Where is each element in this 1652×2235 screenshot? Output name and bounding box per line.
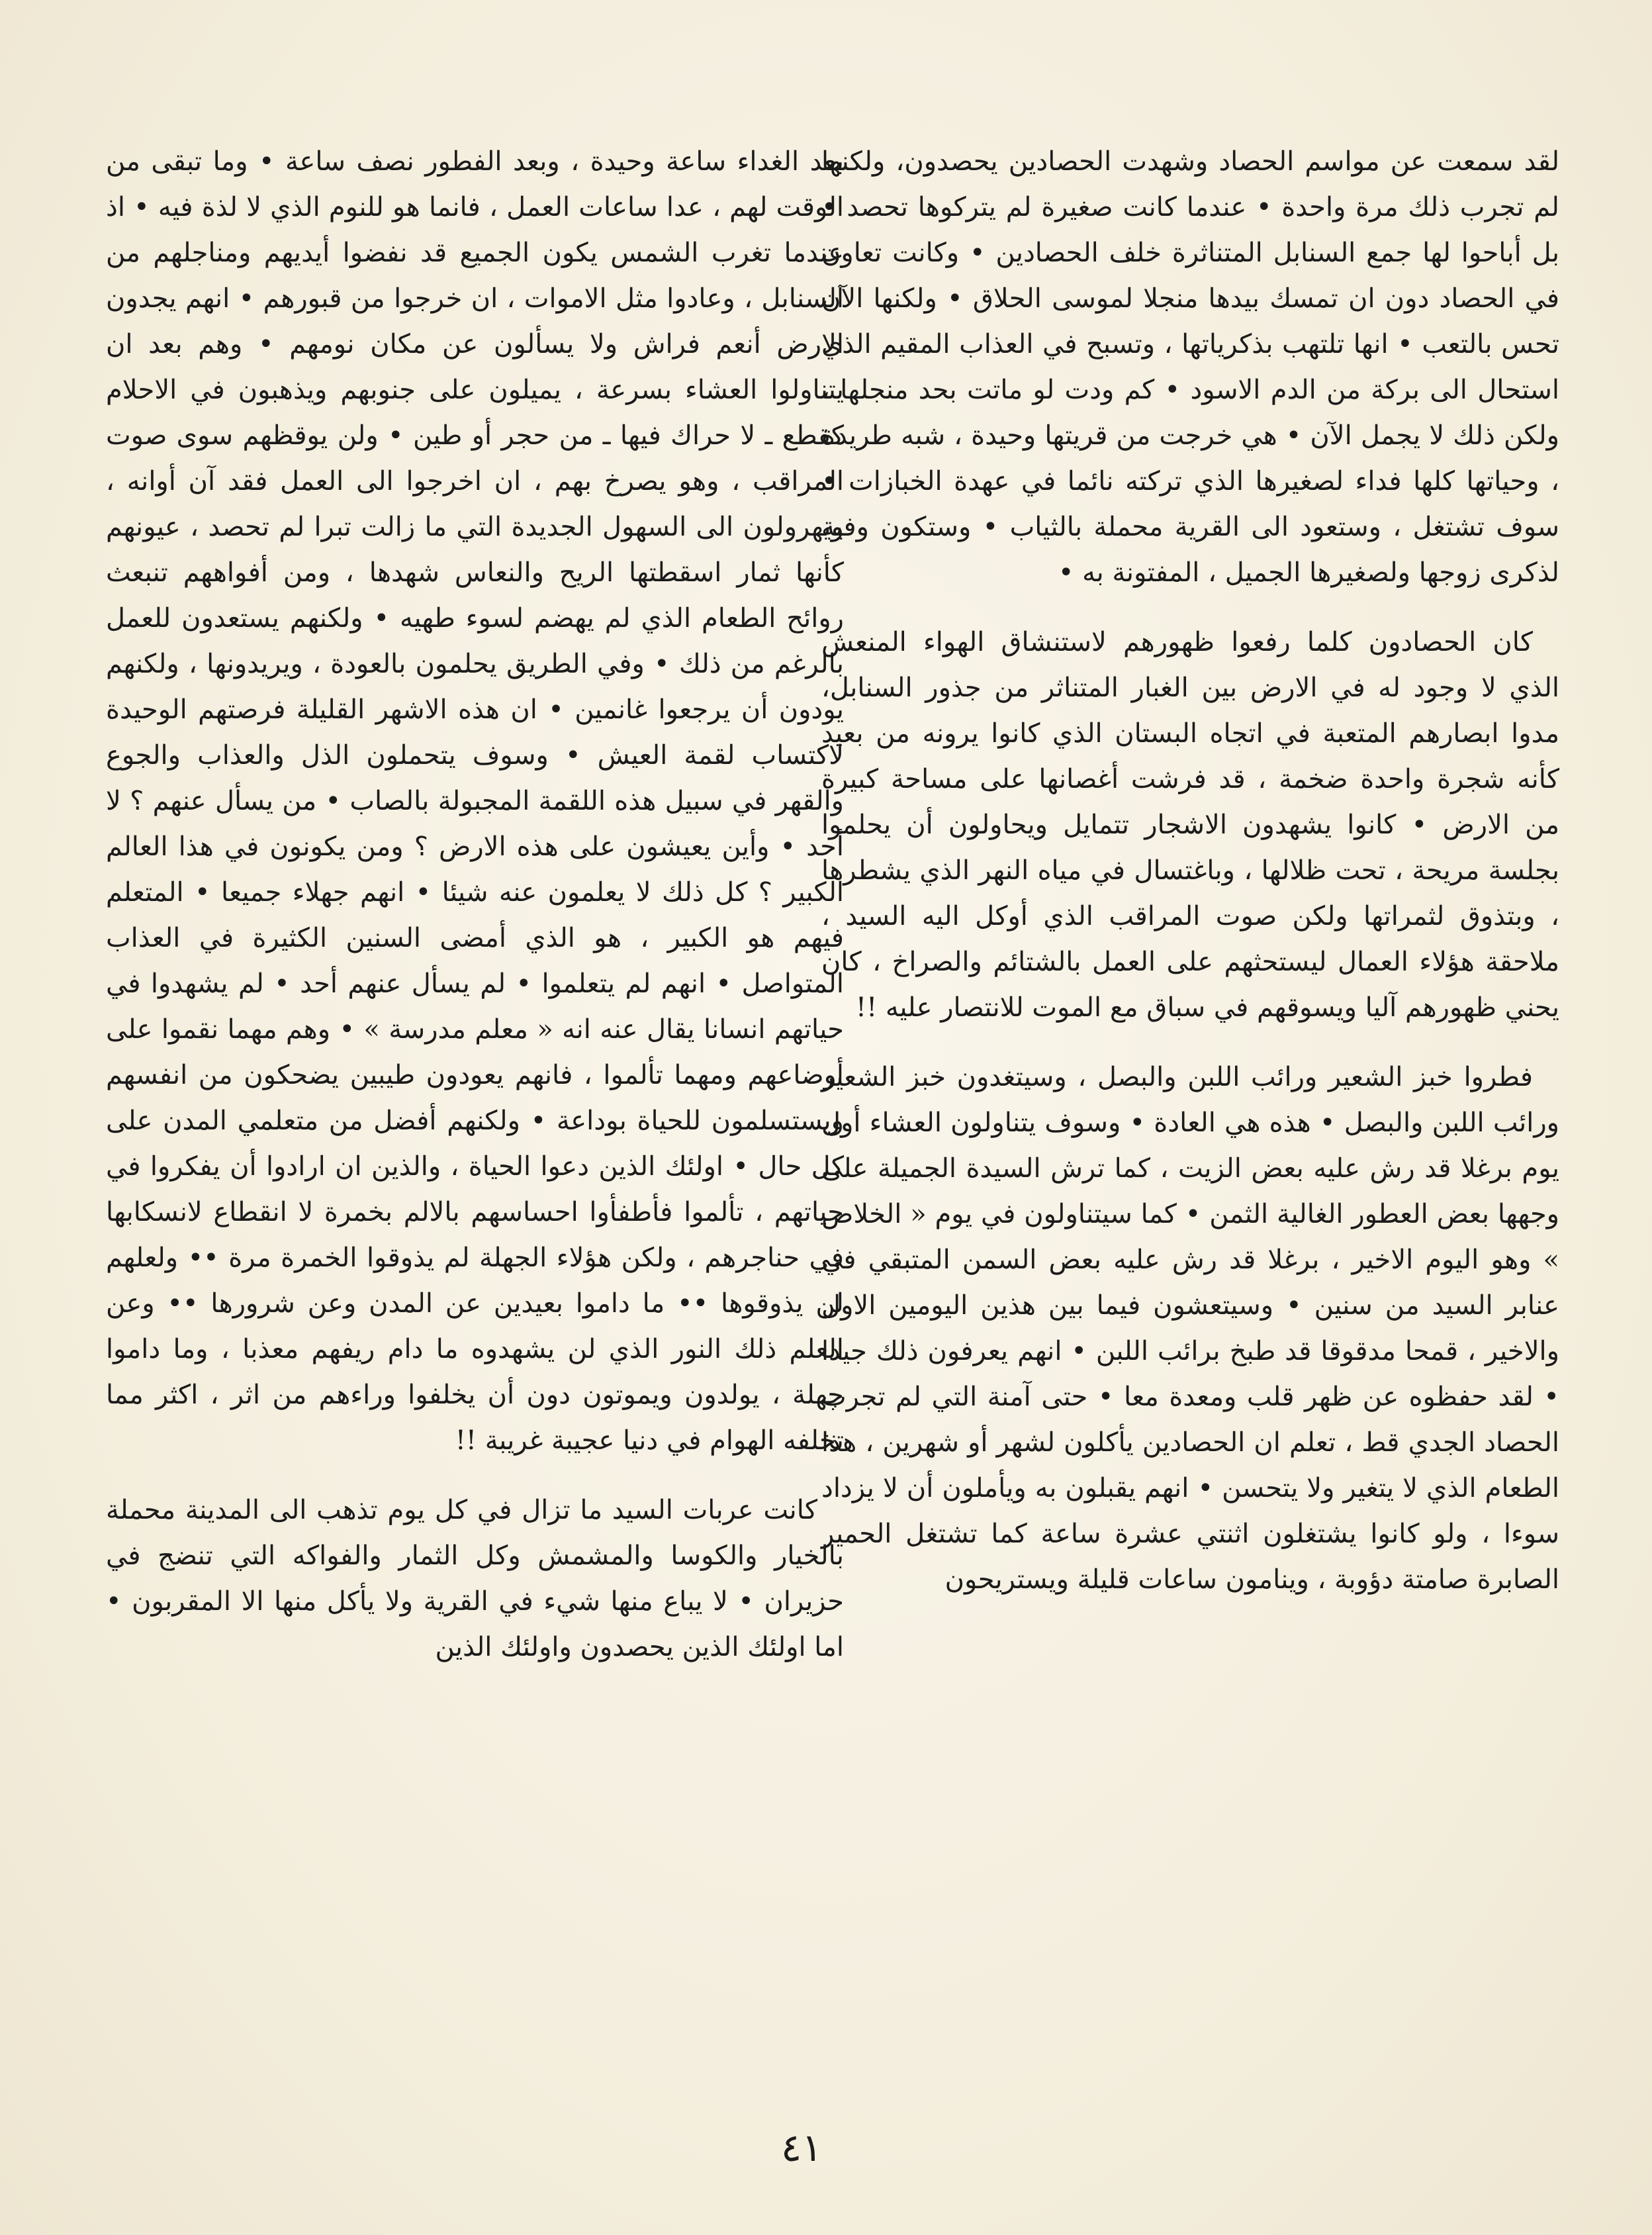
page-number: ٤١ [781,2125,823,2170]
paragraph: كانت عربات السيد ما تزال في كل يوم تذهب الى المدينة محملة بالخيار والكوسا والمشمش وكل الثمار والفواكه التي تنضج في حزيران • لا يباع منها شيء في القرية ولا يأكل منها الا المقربون • اما اولئك الذين يحصدون واولئك الذين [106,1495,844,1662]
paragraph: كان الحصادون كلما رفعوا ظهورهم لاستنشاق الهواء المنعش الذي لا وجود له في الارض بين الغبار المتناثر من جذور السنابل، مدوا ابصارهم المتعبة في اتجاه البستان الذي كانوا يرونه من بعيد كأنه شجرة واحدة ضخمة ، قد فرشت أغصانها على مساحة كبيرة من الارض • كانوا يشهدون الاشجار تتمايل ويحاولون أن يحلموا بجلسة مريحة ، تحت ظلالها ، وباغتسال في مياه النهر الذي يشطرها ، وبتذوق لثمراتها ولكن صوت المراقب الذي أوكل اليه السيد ، ملاحقة هؤلاء العمال ليستحثهم على العمل بالشتائم والصراخ ، كان يحني ظهورهم آليا ويسوقهم في سباق مع الموت للانتصار عليه !! [821,627,1559,1023]
paragraph: فطروا خبز الشعير ورائب اللبن والبصل ، وسيتغدون خبز الشعير ورائب اللبن والبصل • هذه هي العادة • وسوف يتناولون العشاء أول يوم برغلا قد رش عليه بعض الزيت ، كما ترش السيدة الجميلة على وجهها بعض العطور الغالية الثمن • كما سيتناولون في يوم « الخلاص » وهو اليوم الاخير ، برغلا قد رش عليه بعض السمن المتبقي في عنابر السيد من سنين • وسيتعشون فيما بين هذين اليومين الاول والاخير ، قمحا مدقوقا قد طبخ برائب اللبن • انهم يعرفون ذلك جيدا • لقد حفظوه عن ظهر قلب ومعدة معا • حتى آمنة التي لم تجرب الحصاد الجدي قط ، تعلم ان الحصادين يأكلون لشهر أو شهرين ، هذا الطعام الذي لا يتغير ولا يتحسن • انهم يقبلون به ويأملون أن لا يزداد سوءا ، ولو كانوا يشتغلون اثنتي عشرة ساعة كما تشتغل الحمير الصابرة صامتة دؤوبة ، وينامون ساعات قليلة ويستريحون [821,1062,1559,1595]
left-column [106,139,844,1670]
paragraph: لقد سمعت عن مواسم الحصاد وشهدت الحصادين يحصدون، ولكنها لم تجرب ذلك مرة واحدة • عندما كانت صغيرة لم يتركوها تحصد • بل أباحوا لها جمع السنابل المتناثرة خلف الحصادين • وكانت تعاون في الحصاد دون ان تمسك بيدها منجلا لموسى الحلاق • ولكنها الآن تحس بالتعب • انها تلتهب بذكرياتها ، وتسبح في العذاب المقيم الذي استحال الى بركة من الدم الاسود • كم ودت لو ماتت بحد منجلها ، ولكن ذلك لا يجمل الآن • هي خرجت من قريتها وحيدة ، شبه طريدة ، وحياتها كلها فداء لصغيرها الذي تركته نائما في عهدة الخبازات • سوف تشتغل ، وستعود الى القرية محملة بالثياب • وستكون وفية لذكرى زوجها ولصغيرها الجميل ، المفتونة به • [821,146,1560,588]
paragraph: بعد الغداء ساعة وحيدة ، وبعد الفطور نصف ساعة • وما تبقى من الوقت لهم ، عدا ساعات العمل ، فانما هو للنوم الذي لا لذة فيه • اذ عندما تغرب الشمس يكون الجميع قد نفضوا أيديهم ومناجلهم من السنابل ، وعادوا مثل الاموات ، ان خرجوا من قبورهم • انهم يجدون الارض أنعم فراش ولا يسألون عن مكان نومهم • وهم بعد ان يتناولوا العشاء بسرعة ، يميلون على جنوبهم ويذهبون في الاحلام كقطع ـ لا حراك فيها ـ من حجر أو طين • ولن يوقظهم سوى صوت المراقب ، وهو يصرخ بهم ، ان اخرجوا الى العمل فقد آن أوانه ، ويهرولون الى السهول الجديدة التي ما زالت تبرا لم تحصد ، عيونهم كأنها ثمار اسقطتها الريح والنعاس شهدها ، ومن أفواههم تنبعث روائح الطعام الذي لم يهضم لسوء طهيه • ولكنهم يستعدون للعمل بالرغم من ذلك • وفي الطريق يحلمون بالعودة ، ويريدونها ، ولكنهم يودون أن يرجعوا غانمين • ان هذه الاشهر القليلة فرصتهم الوحيدة لاكتساب لقمة العيش • وسوف يتحملون الذل والعذاب والجوع والقهر في سبيل هذه اللقمة المجبولة بالصاب • من يسأل عنهم ؟ لا أحد • وأين يعيشون على هذه الارض ؟ ومن يكونون في هذا العالم الكبير ؟ كل ذلك لا يعلمون عنه شيئا • انهم جهلاء جميعا • المتعلم فيهم هو الكبير ، هو الذي أمضى السنين الكثيرة في العذاب المتواصل • انهم لم يتعلموا • لم يسأل عنهم أحد • لم يشهدوا في حياتهم انسانا يقال عنه انه « معلم مدرسة » • وهم مهما نقموا على أوضاعهم ومهما تألموا ، فانهم يعودون طيبين يضحكون من انفسهم ويستسلمون للحياة بوداعة • ولكنهم أفضل من متعلمي المدن على كل حال • اولئك الذين دعوا الحياة ، والذين ان ارادوا أن يفكروا في حياتهم ، تألموا فأطفأوا احساسهم بالالم بخمرة لا انقطاع لانسكابها في حناجرهم ، ولكن هؤلاء الجهلة لم يذوقوا الخمرة مرة •• ولعلهم لن يذوقوها •• ما داموا بعيدين عن المدن وعن شرورها •• وعن العلم ذلك النور الذي لن يشهدوه ما دام ريفهم معذبا ، وما داموا جهلة ، يولدون ويموتون دون أن يخلفوا وراءهم من اثر ، اكثر مما تخلفه الهوام في دنيا عجيبة غريبة !! [106,146,845,1456]
right-column [821,139,1559,1603]
